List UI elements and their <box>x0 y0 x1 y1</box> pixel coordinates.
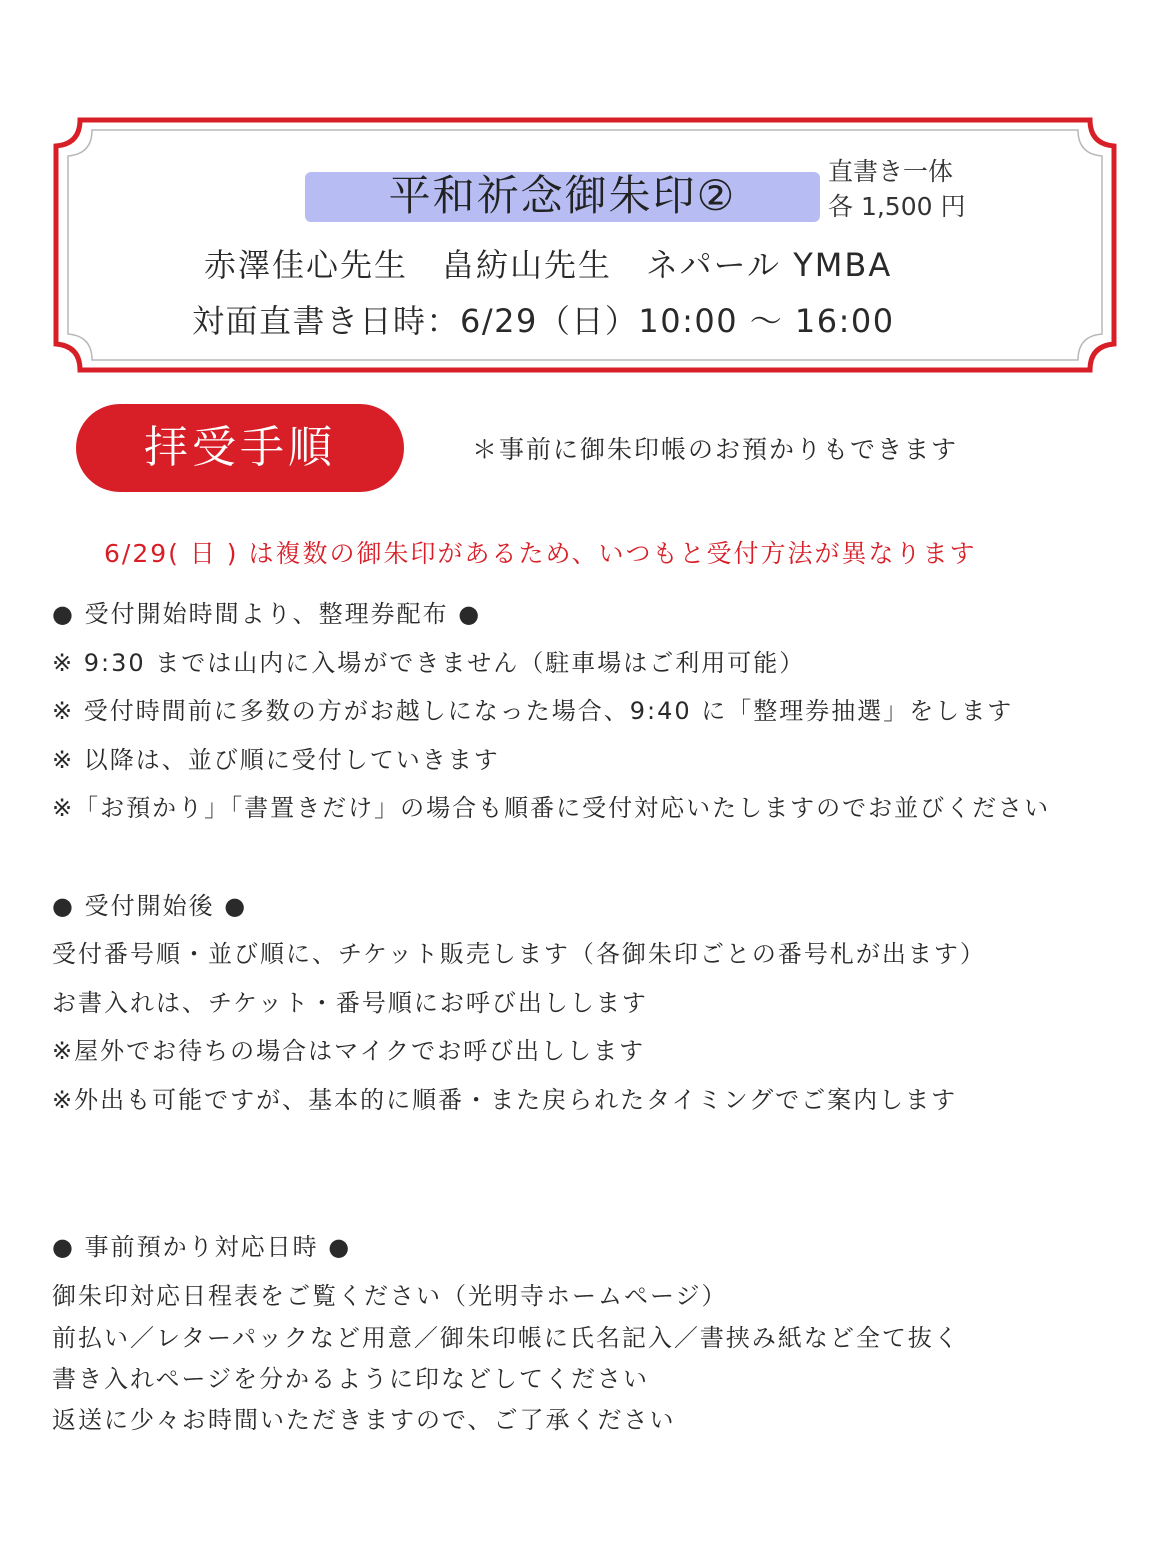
section1-heading: ● 受付開始時間より、整理券配布 ● <box>52 600 482 628</box>
price-amount: 各 1,500 円 <box>828 192 966 221</box>
teachers-line: 赤澤佳心先生 畠紡山先生 ネパール YMBA <box>204 246 893 284</box>
section3-line: 返送に少々お時間いただきますので、ご了承ください <box>52 1406 676 1434</box>
procedure-badge: 拝受手順 <box>76 404 404 492</box>
section1-line: ※ 受付時間前に多数の方がお越しになった場合、9:40 に「整理券抽選」をします <box>52 697 1014 725</box>
section3-line: 前払い／レターパックなど用意／御朱印帳に氏名記入／書挟み紙など全て抜く <box>52 1324 960 1352</box>
title-block <box>305 168 820 224</box>
section2-line: ※外出も可能ですが、基本的に順番・また戻られたタイミングでご案内します <box>52 1086 958 1114</box>
price-type: 直書き一体 <box>828 157 954 186</box>
section3-line: 書き入れページを分かるように印などしてください <box>52 1365 650 1393</box>
page-title: 平和祈念御朱印② <box>388 171 737 220</box>
prior-deposit-note: ＊事前に御朱印帳のお預かりもできます <box>472 435 959 464</box>
section1-line: ※ 9:30 までは山内に入場ができません（駐車場はご利用可能） <box>52 649 806 677</box>
section2-line: お書入れは、チケット・番号順にお呼び出しします <box>52 989 648 1017</box>
price-info <box>828 154 965 224</box>
section2-heading: ● 受付開始後 ● <box>52 892 248 920</box>
section3-line: 御朱印対応日程表をご覧ください（光明寺ホームページ） <box>52 1282 728 1310</box>
section1-line: ※「お預かり」「書置きだけ」の場合も順番に受付対応いたしますのでお並びください <box>52 794 1051 822</box>
section3-heading: ● 事前預かり対応日時 ● <box>52 1233 352 1261</box>
section2-line: 受付番号順・並び順に、チケット販売します（各御朱印ごとの番号札が出ます） <box>52 940 986 968</box>
event-datetime: 対面直書き日時：6/29（日）10:00 ～ 16:00 <box>192 302 895 340</box>
section2-line: ※屋外でお待ちの場合はマイクでお呼び出しします <box>52 1037 646 1065</box>
section1-line: ※ 以降は、並び順に受付していきます <box>52 746 500 774</box>
special-notice: 6/29( 日 ) は複数の御朱印があるため、いつもと受付方法が異なります <box>104 539 977 568</box>
